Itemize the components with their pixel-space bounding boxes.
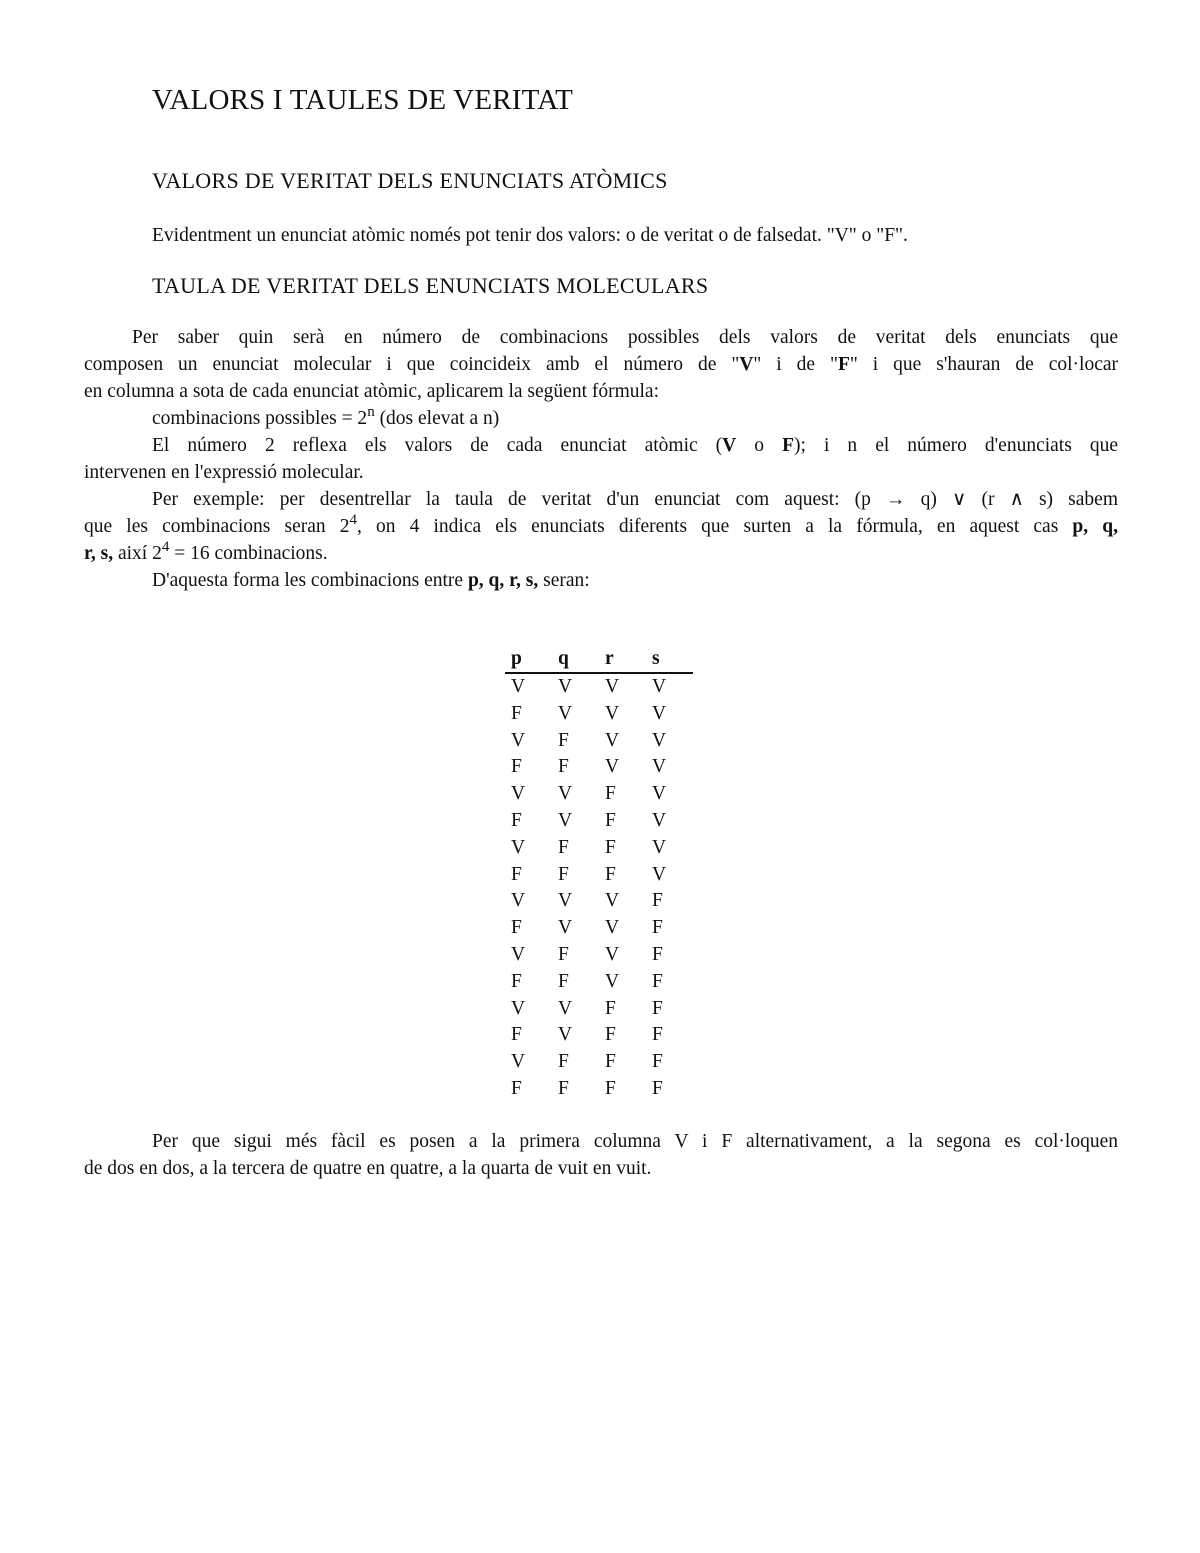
body-line bbox=[84, 432, 1118, 459]
closing-line: de dos en dos, a la tercera de quatre en quatre, a la quarta de vuit en vuit. bbox=[84, 1158, 652, 1179]
table-cell: V bbox=[652, 809, 667, 831]
table-cell: F bbox=[652, 943, 663, 965]
table-cell: V bbox=[652, 783, 667, 805]
bold-F: F bbox=[837, 354, 850, 375]
table-cell: V bbox=[605, 970, 620, 992]
paragraph-molecular-body bbox=[84, 324, 1118, 594]
table-cell: F bbox=[558, 836, 569, 858]
table-row bbox=[505, 969, 693, 996]
table-cell: V bbox=[511, 890, 526, 912]
table-cell: F bbox=[511, 756, 522, 778]
text-run: així 2 bbox=[113, 543, 162, 564]
table-cell: F bbox=[558, 1077, 569, 1099]
table-cell: F bbox=[652, 890, 663, 912]
table-row bbox=[505, 781, 693, 808]
paragraph-atomic-values: Evidentment un enunciat atòmic només pot tenir dos valors: o de veritat o de falsedat. "V" o "F". bbox=[152, 225, 908, 246]
table-cell: V bbox=[605, 917, 620, 939]
text-run: D'aquesta forma les combinacions entre bbox=[152, 570, 468, 591]
table-row bbox=[505, 701, 693, 728]
text-run: composen un enunciat molecular i que coincideix amb el número de " bbox=[84, 354, 740, 375]
truth-table-body bbox=[505, 674, 693, 1103]
table-cell: V bbox=[652, 729, 667, 751]
table-cell: V bbox=[558, 890, 573, 912]
exponent: 4 bbox=[349, 512, 358, 528]
table-cell: V bbox=[558, 783, 573, 805]
page-title: VALORS I TAULES DE VERITAT bbox=[152, 84, 574, 116]
text-run: seran: bbox=[538, 570, 590, 591]
heading-molecular-table: TAULA DE VERITAT DELS ENUNCIATS MOLECULARS bbox=[152, 273, 709, 298]
table-cell: V bbox=[511, 1051, 526, 1073]
text-run: , on 4 indica els enunciats diferents que surten a la fórmula, en aquest cas bbox=[357, 516, 1073, 537]
table-row bbox=[505, 888, 693, 915]
paragraph-closing bbox=[84, 1128, 1118, 1182]
table-row bbox=[505, 835, 693, 862]
bold-vars: p, q, r, s, bbox=[467, 570, 539, 591]
table-cell: F bbox=[652, 1024, 663, 1046]
text-run: o bbox=[736, 435, 783, 456]
table-cell: F bbox=[652, 970, 663, 992]
table-cell: V bbox=[605, 756, 620, 778]
table-cell: V bbox=[605, 729, 620, 751]
table-cell: F bbox=[652, 997, 663, 1019]
table-cell: V bbox=[511, 729, 526, 751]
table-row bbox=[505, 996, 693, 1023]
table-cell: V bbox=[605, 943, 620, 965]
table-cell: F bbox=[605, 1077, 616, 1099]
table-cell: V bbox=[652, 676, 667, 697]
table-cell: V bbox=[558, 917, 573, 939]
example-line: Per exemple: per desentrellar la taula de veritat d'un enunciat com aquest: (p → q) ∨ (r ∧ s) sabem bbox=[152, 489, 1118, 510]
table-cell: F bbox=[511, 702, 522, 724]
table-cell: V bbox=[605, 702, 620, 724]
table-cell: F bbox=[652, 1051, 663, 1073]
text-run: = 16 combinacions. bbox=[169, 543, 328, 564]
text-run: El número 2 reflexa els valors de cada enunciat atòmic ( bbox=[152, 435, 723, 456]
body-line bbox=[84, 351, 1118, 378]
exponent: 4 bbox=[161, 539, 170, 555]
column-header-r: r bbox=[605, 648, 614, 669]
table-row bbox=[505, 942, 693, 969]
table-cell: F bbox=[511, 917, 522, 939]
body-line: Per saber quin serà en número de combinacions possibles dels valors de veritat dels enunciats que bbox=[132, 327, 1118, 348]
column-header-s: s bbox=[652, 648, 660, 669]
text-run: que les combinacions seran 2 bbox=[84, 516, 350, 537]
formula-exponent: n bbox=[367, 404, 375, 420]
table-cell: V bbox=[558, 997, 573, 1019]
truth-table bbox=[505, 646, 693, 1103]
table-cell: V bbox=[652, 702, 667, 724]
column-header-p: p bbox=[511, 648, 522, 669]
bold-vars: p, q, bbox=[1072, 516, 1118, 537]
table-row bbox=[505, 808, 693, 835]
bold-F: F bbox=[782, 435, 795, 456]
table-cell: V bbox=[558, 809, 573, 831]
table-cell: F bbox=[605, 783, 616, 805]
body-line bbox=[84, 540, 1118, 567]
table-cell: V bbox=[511, 676, 526, 697]
body-line: en columna a sota de cada enunciat atòmic, aplicarem la següent fórmula: bbox=[84, 381, 660, 402]
table-cell: F bbox=[605, 997, 616, 1019]
table-cell: F bbox=[558, 970, 569, 992]
bold-vars: r, s, bbox=[84, 543, 114, 564]
body-line bbox=[84, 513, 1118, 540]
table-row bbox=[505, 754, 693, 781]
table-row bbox=[505, 915, 693, 942]
table-cell: V bbox=[511, 783, 526, 805]
table-row bbox=[505, 674, 693, 701]
table-cell: V bbox=[652, 836, 667, 858]
bold-V: V bbox=[739, 354, 754, 375]
text-run: " i que s'hauran de col·locar bbox=[849, 354, 1118, 375]
table-cell: V bbox=[558, 1024, 573, 1046]
body-line: intervenen en l'expressió molecular. bbox=[84, 462, 364, 483]
table-cell: F bbox=[511, 863, 522, 885]
table-cell: F bbox=[558, 1051, 569, 1073]
table-cell: F bbox=[558, 863, 569, 885]
table-cell: F bbox=[605, 863, 616, 885]
table-cell: F bbox=[558, 943, 569, 965]
column-header-q: q bbox=[558, 648, 569, 669]
table-cell: V bbox=[652, 756, 667, 778]
table-cell: V bbox=[558, 702, 573, 724]
body-line bbox=[84, 567, 1118, 594]
table-cell: V bbox=[511, 836, 526, 858]
table-cell: F bbox=[605, 1024, 616, 1046]
table-cell: F bbox=[511, 1077, 522, 1099]
table-cell: F bbox=[605, 809, 616, 831]
table-cell: V bbox=[511, 997, 526, 1019]
table-cell: V bbox=[605, 676, 620, 697]
table-cell: F bbox=[652, 1077, 663, 1099]
table-cell: F bbox=[605, 1051, 616, 1073]
formula-text: combinacions possibles = 2 bbox=[152, 408, 368, 429]
table-cell: F bbox=[511, 809, 522, 831]
table-cell: V bbox=[511, 943, 526, 965]
table-row bbox=[505, 728, 693, 755]
table-row bbox=[505, 862, 693, 889]
closing-line: Per que sigui més fàcil es posen a la primera columna V i F alternativament, a la segona es col·loquen bbox=[152, 1131, 1118, 1152]
formula-line bbox=[84, 405, 1118, 432]
formula-note: (dos elevat a n) bbox=[374, 408, 500, 429]
table-cell: F bbox=[511, 970, 522, 992]
table-row bbox=[505, 1022, 693, 1049]
table-cell: V bbox=[558, 676, 573, 697]
heading-atomic-values: VALORS DE VERITAT DELS ENUNCIATS ATÒMICS bbox=[152, 168, 668, 193]
table-cell: V bbox=[605, 890, 620, 912]
table-row bbox=[505, 1049, 693, 1076]
table-cell: F bbox=[605, 836, 616, 858]
table-cell: F bbox=[652, 917, 663, 939]
table-cell: V bbox=[652, 863, 667, 885]
table-cell: F bbox=[558, 729, 569, 751]
bold-V: V bbox=[722, 435, 737, 456]
table-row bbox=[505, 1076, 693, 1103]
truth-table-header bbox=[505, 646, 693, 674]
table-cell: F bbox=[558, 756, 569, 778]
table-cell: F bbox=[511, 1024, 522, 1046]
text-run: " i de " bbox=[753, 354, 838, 375]
text-run: ); i n el número d'enunciats que bbox=[794, 435, 1119, 456]
